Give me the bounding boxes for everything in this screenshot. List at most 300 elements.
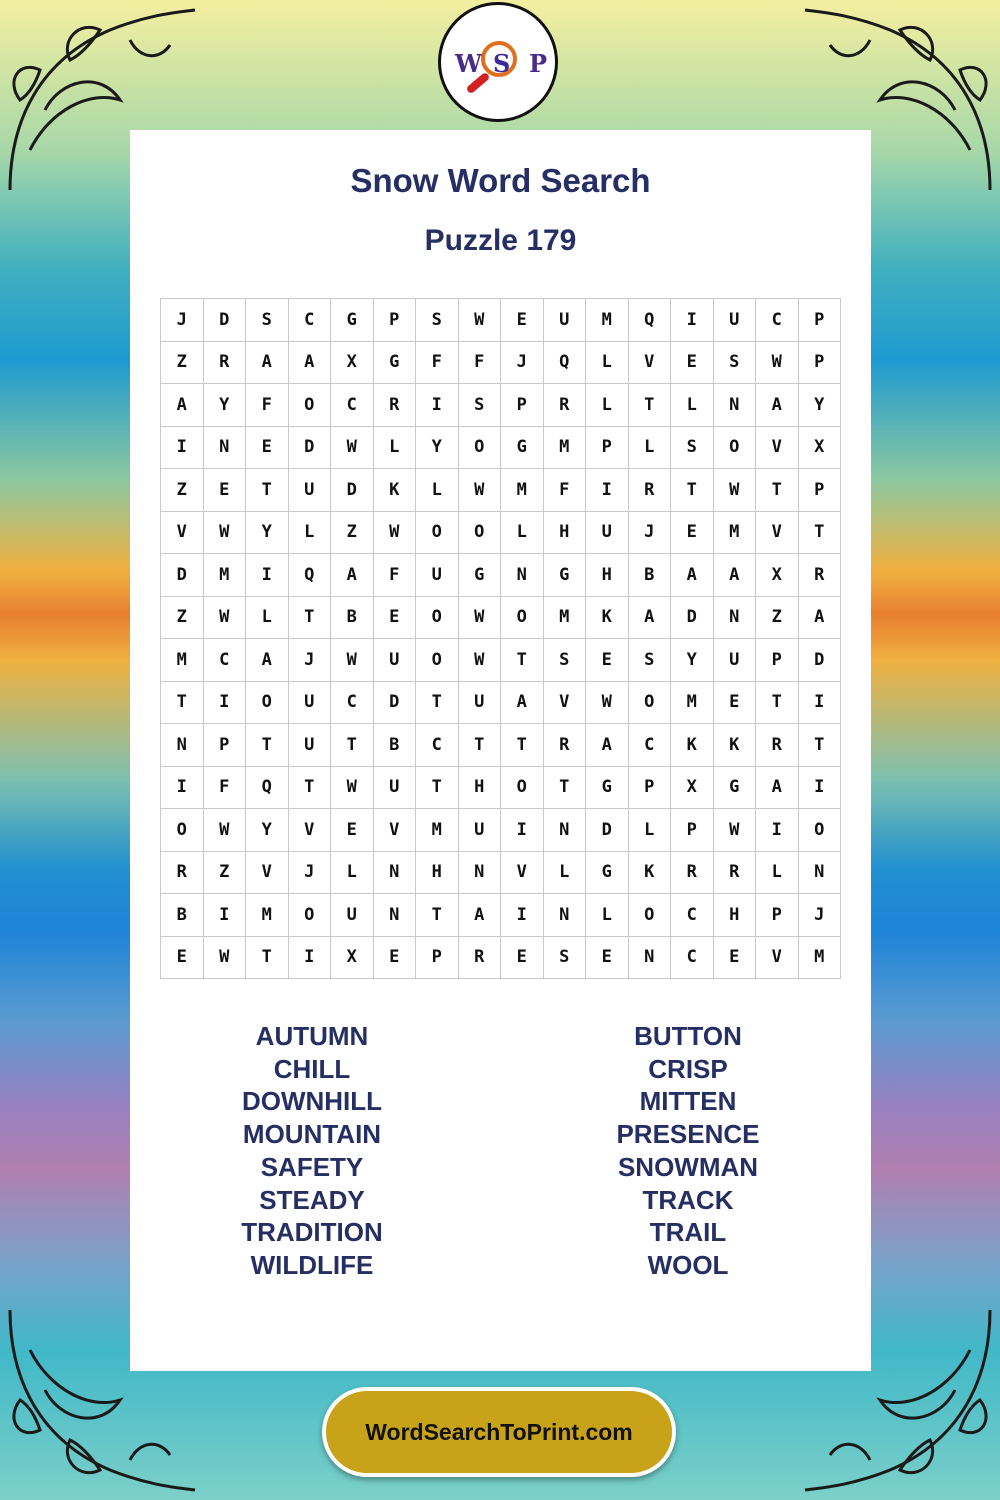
- grid-cell[interactable]: W: [713, 809, 756, 852]
- grid-cell[interactable]: D: [161, 554, 204, 597]
- grid-cell[interactable]: E: [161, 936, 204, 979]
- grid-cell[interactable]: O: [628, 894, 671, 937]
- letter-grid: [160, 298, 841, 979]
- grid-cell[interactable]: A: [628, 596, 671, 639]
- grid-cell[interactable]: U: [543, 299, 586, 342]
- grid-cell[interactable]: N: [713, 596, 756, 639]
- grid-cell[interactable]: A: [246, 341, 289, 384]
- word-list-item: MOUNTAIN: [242, 1119, 382, 1150]
- grid-cell[interactable]: M: [671, 681, 714, 724]
- grid-cell[interactable]: I: [501, 894, 544, 937]
- word-list-item: CHILL: [273, 1053, 351, 1084]
- grid-cell[interactable]: L: [331, 851, 374, 894]
- logo-letter-w: W: [455, 49, 482, 78]
- grid-cell[interactable]: Q: [543, 341, 586, 384]
- grid-cell[interactable]: A: [246, 639, 289, 682]
- grid-cell[interactable]: H: [458, 766, 501, 809]
- grid-cell[interactable]: U: [373, 766, 416, 809]
- grid-cell[interactable]: M: [203, 554, 246, 597]
- grid-cell[interactable]: P: [203, 724, 246, 767]
- grid-cell[interactable]: R: [543, 724, 586, 767]
- grid-cell[interactable]: O: [713, 426, 756, 469]
- grid-row: [161, 469, 841, 512]
- grid-cell[interactable]: L: [246, 596, 289, 639]
- grid-cell[interactable]: R: [756, 724, 799, 767]
- grid-cell[interactable]: R: [373, 384, 416, 427]
- grid-cell[interactable]: E: [586, 936, 629, 979]
- grid-cell[interactable]: W: [331, 639, 374, 682]
- word-list-item: DOWNHILL: [241, 1086, 383, 1117]
- grid-cell[interactable]: G: [501, 426, 544, 469]
- grid-cell[interactable]: D: [331, 469, 374, 512]
- word-list-item: MITTEN: [639, 1086, 737, 1117]
- grid-cell[interactable]: P: [628, 766, 671, 809]
- grid-cell[interactable]: U: [331, 894, 374, 937]
- grid-cell[interactable]: U: [416, 554, 459, 597]
- grid-cell[interactable]: J: [628, 511, 671, 554]
- grid-cell[interactable]: I: [203, 681, 246, 724]
- grid-cell[interactable]: S: [713, 341, 756, 384]
- grid-cell[interactable]: P: [756, 639, 799, 682]
- grid-cell[interactable]: L: [288, 511, 331, 554]
- grid-cell[interactable]: Y: [203, 384, 246, 427]
- grid-cell[interactable]: S: [671, 426, 714, 469]
- grid-cell[interactable]: X: [331, 341, 374, 384]
- grid-cell[interactable]: H: [416, 851, 459, 894]
- grid-cell[interactable]: M: [798, 936, 841, 979]
- grid-cell[interactable]: A: [671, 554, 714, 597]
- grid-cell[interactable]: I: [501, 809, 544, 852]
- grid-cell[interactable]: F: [458, 341, 501, 384]
- grid-cell[interactable]: I: [756, 809, 799, 852]
- grid-cell[interactable]: I: [161, 426, 204, 469]
- grid-cell[interactable]: S: [458, 384, 501, 427]
- grid-cell[interactable]: F: [373, 554, 416, 597]
- grid-cell[interactable]: C: [671, 936, 714, 979]
- grid-cell[interactable]: W: [458, 596, 501, 639]
- grid-cell[interactable]: J: [798, 894, 841, 937]
- grid-cell[interactable]: I: [288, 936, 331, 979]
- grid-cell[interactable]: N: [203, 426, 246, 469]
- grid-cell[interactable]: Z: [161, 469, 204, 512]
- grid-cell[interactable]: I: [246, 554, 289, 597]
- grid-cell[interactable]: L: [756, 851, 799, 894]
- grid-cell[interactable]: Y: [246, 511, 289, 554]
- grid-cell[interactable]: V: [628, 341, 671, 384]
- grid-cell[interactable]: M: [543, 426, 586, 469]
- grid-cell[interactable]: I: [798, 766, 841, 809]
- grid-cell[interactable]: N: [798, 851, 841, 894]
- grid-cell[interactable]: J: [288, 851, 331, 894]
- grid-cell[interactable]: F: [203, 766, 246, 809]
- grid-cell[interactable]: D: [798, 639, 841, 682]
- grid-row: [161, 894, 841, 937]
- grid-cell[interactable]: E: [373, 936, 416, 979]
- grid-cell[interactable]: W: [713, 469, 756, 512]
- grid-cell[interactable]: V: [161, 511, 204, 554]
- grid-cell[interactable]: X: [798, 426, 841, 469]
- grid-cell[interactable]: O: [246, 681, 289, 724]
- grid-cell[interactable]: P: [501, 384, 544, 427]
- grid-cell[interactable]: R: [543, 384, 586, 427]
- grid-cell[interactable]: O: [416, 639, 459, 682]
- wsp-logo: [438, 2, 558, 122]
- grid-cell[interactable]: K: [586, 596, 629, 639]
- grid-cell[interactable]: G: [331, 299, 374, 342]
- grid-cell[interactable]: E: [331, 809, 374, 852]
- grid-cell[interactable]: H: [713, 894, 756, 937]
- grid-cell[interactable]: T: [628, 384, 671, 427]
- grid-cell[interactable]: G: [543, 554, 586, 597]
- grid-cell[interactable]: U: [288, 724, 331, 767]
- grid-cell[interactable]: S: [543, 639, 586, 682]
- grid-cell[interactable]: T: [416, 766, 459, 809]
- grid-cell[interactable]: Z: [161, 341, 204, 384]
- grid-cell[interactable]: V: [246, 851, 289, 894]
- grid-cell[interactable]: T: [798, 724, 841, 767]
- word-list-item: TRAIL: [649, 1217, 727, 1248]
- grid-cell[interactable]: N: [161, 724, 204, 767]
- grid-cell[interactable]: C: [416, 724, 459, 767]
- grid-cell[interactable]: T: [246, 469, 289, 512]
- word-list-left: [162, 1020, 462, 1282]
- grid-cell[interactable]: J: [501, 341, 544, 384]
- grid-cell[interactable]: F: [246, 384, 289, 427]
- grid-cell[interactable]: L: [586, 341, 629, 384]
- grid-cell[interactable]: I: [203, 894, 246, 937]
- grid-cell[interactable]: N: [501, 554, 544, 597]
- grid-cell[interactable]: O: [501, 766, 544, 809]
- puzzle-number: Puzzle 179: [424, 224, 577, 257]
- grid-row: [161, 341, 841, 384]
- grid-cell[interactable]: A: [288, 341, 331, 384]
- grid-cell[interactable]: L: [501, 511, 544, 554]
- grid-cell[interactable]: G: [373, 341, 416, 384]
- grid-cell[interactable]: P: [373, 299, 416, 342]
- grid-cell[interactable]: A: [501, 681, 544, 724]
- grid-cell[interactable]: Q: [288, 554, 331, 597]
- grid-cell[interactable]: A: [161, 384, 204, 427]
- grid-cell[interactable]: V: [501, 851, 544, 894]
- grid-cell[interactable]: X: [756, 554, 799, 597]
- grid-cell[interactable]: I: [416, 384, 459, 427]
- grid-cell[interactable]: A: [756, 766, 799, 809]
- grid-cell[interactable]: Z: [756, 596, 799, 639]
- grid-cell[interactable]: U: [288, 469, 331, 512]
- grid-cell[interactable]: T: [246, 724, 289, 767]
- grid-cell[interactable]: W: [756, 341, 799, 384]
- site-link-text: WordSearchToPrint.com: [365, 1418, 633, 1445]
- grid-row: [161, 766, 841, 809]
- grid-cell[interactable]: E: [713, 936, 756, 979]
- grid-cell[interactable]: V: [756, 511, 799, 554]
- page-title: Snow Word Search: [350, 162, 651, 199]
- grid-cell[interactable]: O: [288, 894, 331, 937]
- grid-cell[interactable]: U: [713, 299, 756, 342]
- grid-cell[interactable]: E: [373, 596, 416, 639]
- grid-row: [161, 554, 841, 597]
- grid-cell[interactable]: I: [798, 681, 841, 724]
- word-list-item: AUTUMN: [255, 1021, 369, 1051]
- grid-cell[interactable]: P: [416, 936, 459, 979]
- grid-cell[interactable]: M: [161, 639, 204, 682]
- grid-cell[interactable]: N: [373, 851, 416, 894]
- grid-cell[interactable]: K: [373, 469, 416, 512]
- grid-cell[interactable]: N: [713, 384, 756, 427]
- grid-cell[interactable]: R: [161, 851, 204, 894]
- grid-cell[interactable]: C: [756, 299, 799, 342]
- grid-cell[interactable]: A: [458, 894, 501, 937]
- site-link-button[interactable]: [322, 1387, 676, 1477]
- word-list-item: STEADY: [259, 1184, 365, 1215]
- grid-cell[interactable]: R: [458, 936, 501, 979]
- grid-cell[interactable]: Z: [331, 511, 374, 554]
- grid-cell[interactable]: I: [671, 299, 714, 342]
- grid-row: [161, 809, 841, 852]
- logo-letter-p: P: [529, 49, 548, 78]
- word-list-item: SAFETY: [260, 1151, 364, 1182]
- grid-cell[interactable]: L: [586, 384, 629, 427]
- grid-cell[interactable]: R: [628, 469, 671, 512]
- grid-cell[interactable]: F: [416, 341, 459, 384]
- grid-cell[interactable]: P: [798, 299, 841, 342]
- grid-cell[interactable]: B: [331, 596, 374, 639]
- grid-cell[interactable]: B: [628, 554, 671, 597]
- grid-cell[interactable]: P: [586, 426, 629, 469]
- grid-row: [161, 936, 841, 979]
- grid-cell[interactable]: E: [501, 299, 544, 342]
- grid-cell[interactable]: Y: [671, 639, 714, 682]
- grid-cell[interactable]: P: [798, 341, 841, 384]
- grid-cell[interactable]: I: [161, 766, 204, 809]
- grid-cell[interactable]: W: [203, 936, 246, 979]
- grid-cell[interactable]: E: [713, 681, 756, 724]
- grid-cell[interactable]: N: [373, 894, 416, 937]
- word-list-item: CRISP: [648, 1053, 728, 1084]
- grid-cell[interactable]: I: [586, 469, 629, 512]
- grid-cell[interactable]: D: [373, 681, 416, 724]
- grid-row: [161, 596, 841, 639]
- grid-cell[interactable]: W: [458, 469, 501, 512]
- grid-cell[interactable]: L: [416, 469, 459, 512]
- word-list-item: TRADITION: [241, 1217, 383, 1248]
- grid-cell[interactable]: P: [671, 809, 714, 852]
- grid-row: [161, 639, 841, 682]
- grid-cell[interactable]: Z: [203, 851, 246, 894]
- grid-cell[interactable]: S: [246, 299, 289, 342]
- grid-cell[interactable]: N: [543, 809, 586, 852]
- grid-cell[interactable]: B: [161, 894, 204, 937]
- grid-cell[interactable]: O: [458, 426, 501, 469]
- grid-cell[interactable]: V: [543, 681, 586, 724]
- word-list-item: WOOL: [647, 1249, 729, 1280]
- grid-cell[interactable]: Q: [628, 299, 671, 342]
- grid-cell[interactable]: G: [586, 851, 629, 894]
- logo-letter-s: S: [493, 49, 511, 78]
- grid-cell[interactable]: C: [671, 894, 714, 937]
- grid-cell[interactable]: D: [586, 809, 629, 852]
- grid-cell[interactable]: L: [628, 426, 671, 469]
- word-list-item: BUTTON: [634, 1021, 742, 1051]
- puzzle-card: [130, 130, 871, 1371]
- grid-cell[interactable]: K: [628, 851, 671, 894]
- grid-cell[interactable]: T: [756, 469, 799, 512]
- grid-cell[interactable]: E: [671, 511, 714, 554]
- grid-cell[interactable]: L: [671, 384, 714, 427]
- grid-cell[interactable]: S: [416, 299, 459, 342]
- grid-cell[interactable]: W: [373, 511, 416, 554]
- grid-cell[interactable]: O: [458, 511, 501, 554]
- grid-cell[interactable]: T: [416, 681, 459, 724]
- grid-cell[interactable]: C: [288, 299, 331, 342]
- grid-cell[interactable]: G: [586, 766, 629, 809]
- grid-cell[interactable]: T: [246, 936, 289, 979]
- grid-cell[interactable]: T: [288, 596, 331, 639]
- grid-cell[interactable]: C: [203, 639, 246, 682]
- grid-cell[interactable]: R: [798, 554, 841, 597]
- grid-cell[interactable]: J: [161, 299, 204, 342]
- grid-cell[interactable]: A: [331, 554, 374, 597]
- grid-cell[interactable]: V: [756, 936, 799, 979]
- grid-cell[interactable]: D: [203, 299, 246, 342]
- grid-cell[interactable]: O: [416, 596, 459, 639]
- grid-cell[interactable]: G: [713, 766, 756, 809]
- grid-cell[interactable]: T: [543, 766, 586, 809]
- grid-cell[interactable]: O: [628, 681, 671, 724]
- grid-cell[interactable]: W: [458, 299, 501, 342]
- grid-cell[interactable]: M: [246, 894, 289, 937]
- grid-cell[interactable]: T: [288, 766, 331, 809]
- grid-row: [161, 384, 841, 427]
- grid-cell[interactable]: O: [288, 384, 331, 427]
- grid-row: [161, 851, 841, 894]
- grid-cell[interactable]: W: [458, 639, 501, 682]
- grid-cell[interactable]: H: [586, 554, 629, 597]
- grid-cell[interactable]: M: [586, 299, 629, 342]
- grid-cell[interactable]: U: [288, 681, 331, 724]
- grid-cell[interactable]: V: [373, 809, 416, 852]
- grid-cell[interactable]: L: [628, 809, 671, 852]
- grid-cell[interactable]: Q: [246, 766, 289, 809]
- grid-row: [161, 511, 841, 554]
- grid-cell[interactable]: U: [373, 639, 416, 682]
- grid-cell[interactable]: R: [671, 851, 714, 894]
- grid-cell[interactable]: B: [373, 724, 416, 767]
- grid-cell[interactable]: T: [161, 681, 204, 724]
- grid-cell[interactable]: T: [798, 511, 841, 554]
- grid-cell[interactable]: C: [331, 681, 374, 724]
- grid-cell[interactable]: T: [331, 724, 374, 767]
- grid-cell[interactable]: U: [458, 681, 501, 724]
- grid-cell[interactable]: M: [543, 596, 586, 639]
- grid-cell[interactable]: L: [543, 851, 586, 894]
- grid-cell[interactable]: W: [331, 766, 374, 809]
- grid-cell[interactable]: S: [628, 639, 671, 682]
- grid-row: [161, 724, 841, 767]
- grid-cell[interactable]: U: [713, 639, 756, 682]
- grid-cell[interactable]: W: [586, 681, 629, 724]
- grid-cell[interactable]: V: [288, 809, 331, 852]
- grid-cell[interactable]: D: [671, 596, 714, 639]
- grid-cell[interactable]: M: [416, 809, 459, 852]
- grid-cell[interactable]: V: [756, 426, 799, 469]
- grid-cell[interactable]: X: [331, 936, 374, 979]
- grid-cell[interactable]: E: [246, 426, 289, 469]
- grid-cell[interactable]: L: [373, 426, 416, 469]
- grid-cell[interactable]: M: [501, 469, 544, 512]
- grid-cell[interactable]: A: [586, 724, 629, 767]
- grid-cell[interactable]: W: [203, 809, 246, 852]
- grid-cell[interactable]: W: [203, 596, 246, 639]
- grid-cell[interactable]: Y: [416, 426, 459, 469]
- grid-cell[interactable]: K: [713, 724, 756, 767]
- grid-cell[interactable]: U: [458, 809, 501, 852]
- grid-cell[interactable]: M: [713, 511, 756, 554]
- grid-cell[interactable]: E: [586, 639, 629, 682]
- grid-cell[interactable]: X: [671, 766, 714, 809]
- grid-cell[interactable]: T: [501, 639, 544, 682]
- grid-cell[interactable]: T: [416, 894, 459, 937]
- grid-cell[interactable]: Y: [798, 384, 841, 427]
- grid-cell[interactable]: O: [161, 809, 204, 852]
- grid-cell[interactable]: O: [416, 511, 459, 554]
- grid-cell[interactable]: L: [586, 894, 629, 937]
- grid-cell[interactable]: O: [798, 809, 841, 852]
- grid-cell[interactable]: S: [543, 936, 586, 979]
- grid-cell[interactable]: H: [543, 511, 586, 554]
- grid-cell[interactable]: T: [501, 724, 544, 767]
- word-list-right: [538, 1020, 838, 1282]
- grid-cell[interactable]: A: [798, 596, 841, 639]
- grid-cell[interactable]: T: [756, 681, 799, 724]
- grid-cell[interactable]: A: [756, 384, 799, 427]
- grid-cell[interactable]: N: [458, 851, 501, 894]
- grid-cell[interactable]: R: [713, 851, 756, 894]
- grid-cell[interactable]: T: [671, 469, 714, 512]
- grid-cell[interactable]: E: [203, 469, 246, 512]
- word-list-item: TRACK: [642, 1184, 734, 1215]
- grid-cell[interactable]: E: [501, 936, 544, 979]
- grid-cell[interactable]: G: [458, 554, 501, 597]
- grid-row: [161, 681, 841, 724]
- grid-cell[interactable]: F: [543, 469, 586, 512]
- grid-cell[interactable]: W: [331, 426, 374, 469]
- grid-cell[interactable]: A: [713, 554, 756, 597]
- word-list-item: PRESENCE: [616, 1119, 760, 1150]
- grid-cell[interactable]: Y: [246, 809, 289, 852]
- grid-cell[interactable]: D: [288, 426, 331, 469]
- word-list-item: SNOWMAN: [617, 1151, 759, 1182]
- grid-cell[interactable]: C: [331, 384, 374, 427]
- grid-cell[interactable]: J: [288, 639, 331, 682]
- grid-cell[interactable]: P: [756, 894, 799, 937]
- grid-cell[interactable]: E: [671, 341, 714, 384]
- grid-row: [161, 299, 841, 342]
- grid-cell[interactable]: W: [203, 511, 246, 554]
- grid-row: [161, 426, 841, 469]
- grid-cell[interactable]: N: [543, 894, 586, 937]
- grid-cell[interactable]: T: [458, 724, 501, 767]
- grid-cell[interactable]: O: [501, 596, 544, 639]
- grid-cell[interactable]: C: [628, 724, 671, 767]
- word-list-item: WILDLIFE: [250, 1249, 374, 1280]
- grid-cell[interactable]: U: [586, 511, 629, 554]
- grid-cell[interactable]: R: [203, 341, 246, 384]
- grid-cell[interactable]: N: [628, 936, 671, 979]
- grid-cell[interactable]: P: [798, 469, 841, 512]
- grid-cell[interactable]: K: [671, 724, 714, 767]
- grid-cell[interactable]: Z: [161, 596, 204, 639]
